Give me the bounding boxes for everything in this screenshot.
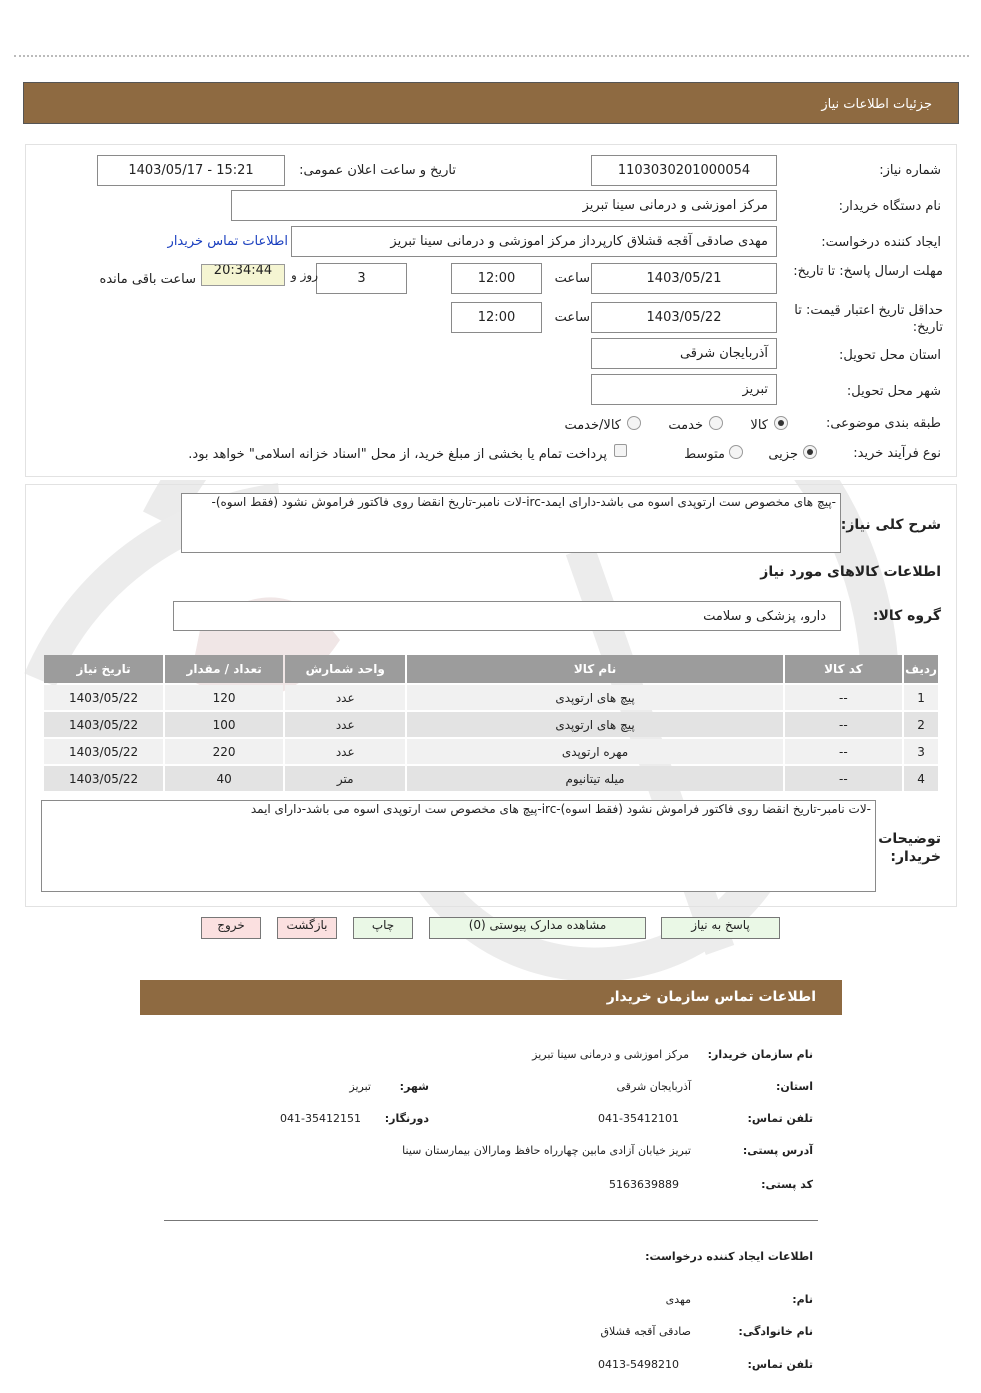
- creator-name-value: مهدی: [665, 1293, 691, 1306]
- creator-section-title: اطلاعات ایجاد کننده درخواست:: [645, 1250, 813, 1263]
- cell-item-name: میله تیتانیوم: [407, 766, 782, 791]
- contact-city-value: تبریز: [349, 1080, 371, 1093]
- remaining-days-field: 3: [316, 263, 407, 294]
- cell-unit: عدد: [285, 712, 405, 737]
- process-radio-minor[interactable]: [803, 445, 817, 459]
- back-button[interactable]: بازگشت: [277, 917, 337, 939]
- process-option-minor: جزیی: [768, 447, 798, 462]
- contact-section-title: اطلاعات تماس سازمان خریدار: [606, 989, 816, 1005]
- buyer-org-field: مرکز اموزشی و درمانی سینا تبریز: [231, 190, 777, 221]
- cell-quantity: 220: [165, 739, 283, 764]
- table-row[interactable]: [44, 685, 938, 710]
- buyer-notes-field: -لات نامبر-تاریخ انقضا روی فاکتور فراموش نشود (فقط اسوه)-irc-پیچ های مخصوص ست ارتوپدی اسوه می باشد-دارای ایمد: [41, 800, 876, 892]
- exit-button[interactable]: خروج: [201, 917, 261, 939]
- reply-deadline-label: مهلت ارسال پاسخ: تا تاریخ:: [793, 264, 943, 279]
- cell-item-code: --: [785, 712, 902, 737]
- process-option-medium: متوسط: [684, 447, 725, 462]
- cell-item-name: مهره ارتوپدی: [407, 739, 782, 764]
- treasury-payment-note: پرداخت تمام یا بخشی از مبلغ خرید، از محل "اسناد خزانه اسلامی" خواهد بود.: [188, 447, 607, 462]
- price-validity-label: حداقل تاریخ اعتبار قیمت: تا تاریخ:: [794, 303, 943, 335]
- creator-phone-label: تلفن تماس:: [747, 1358, 813, 1371]
- cell-unit: عدد: [285, 685, 405, 710]
- contact-divider: [164, 1220, 818, 1221]
- need-summary-field: -پیچ های مخصوص ست ارتوپدی اسوه می باشد-دارای ایمد-irc-لات نامبر-تاریخ انقضا روی فاکتور فراموش نشود (فقط اسوه)-: [181, 493, 841, 553]
- reply-button[interactable]: پاسخ به نیاز: [661, 917, 780, 939]
- category-label: طبقه بندی موضوعی:: [825, 416, 941, 431]
- category-option-goods-service: کالا/خدمت: [564, 418, 621, 433]
- province-field: آذربایجان شرقی: [591, 338, 777, 369]
- remaining-time-label: ساعت باقی مانده: [99, 272, 196, 287]
- cell-need-date: 1403/05/22: [44, 766, 163, 791]
- announce-date-field: 1403/05/17 - 15:21: [97, 155, 285, 186]
- cell-quantity: 120: [165, 685, 283, 710]
- category-option-goods: کالا: [750, 418, 768, 433]
- table-row[interactable]: [44, 739, 938, 764]
- col-item-code: کد کالا: [785, 655, 902, 683]
- requester-field: مهدی صادقی آقجه قشلاق کارپرداز مرکز اموزشی و درمانی سینا تبریز: [291, 226, 777, 257]
- top-divider: [14, 55, 969, 57]
- attachments-button[interactable]: مشاهده مدارک پیوستی (0): [429, 917, 646, 939]
- creator-family-label: نام خانوادگی:: [738, 1325, 813, 1338]
- cell-quantity: 40: [165, 766, 283, 791]
- remaining-time-field: 20:34:44: [201, 264, 285, 286]
- creator-name-label: نام:: [792, 1293, 813, 1306]
- contact-org-label: نام سازمان خریدار:: [707, 1048, 813, 1061]
- cell-item-name: پیچ های ارتوپدی: [407, 685, 782, 710]
- cell-item-code: --: [785, 739, 902, 764]
- cell-quantity: 100: [165, 712, 283, 737]
- validity-time-label: ساعت: [554, 310, 590, 325]
- requester-label: ایجاد کننده درخواست:: [821, 235, 941, 250]
- contact-province-value: آذربایجان شرقی: [616, 1080, 691, 1093]
- announce-date-label: تاریخ و ساعت اعلان عمومی:: [299, 163, 456, 178]
- cell-need-date: 1403/05/22: [44, 712, 163, 737]
- contact-fax-value: 041-35412151: [280, 1112, 361, 1125]
- cell-unit: عدد: [285, 739, 405, 764]
- city-field: تبریز: [591, 374, 777, 405]
- reply-time-label: ساعت: [554, 271, 590, 286]
- cell-row: 4: [904, 766, 938, 791]
- contact-city-label: شهر:: [399, 1080, 429, 1093]
- need-summary-label: شرح کلی نیاز:: [840, 517, 941, 533]
- need-number-field: 1103030201000054: [591, 155, 777, 186]
- print-button[interactable]: چاپ: [353, 917, 413, 939]
- contact-province-label: استان:: [776, 1080, 813, 1093]
- contact-postal-label: کد پستی:: [761, 1178, 813, 1191]
- city-label: شهر محل تحویل:: [846, 384, 941, 399]
- cell-need-date: 1403/05/22: [44, 739, 163, 764]
- page-header: [23, 82, 959, 124]
- buyer-org-label: نام دستگاه خریدار:: [838, 199, 941, 214]
- province-label: استان محل تحویل:: [839, 348, 941, 363]
- reply-time-field: 12:00: [451, 263, 542, 294]
- process-radio-medium[interactable]: [729, 445, 743, 459]
- purchase-process-label: نوع فرآیند خرید:: [853, 446, 941, 461]
- creator-phone-value: 0413-5498210: [598, 1358, 679, 1371]
- goods-group-field: دارو، پزشکی و سلامت: [173, 601, 841, 631]
- page-title: جزئیات اطلاعات نیاز: [821, 97, 932, 112]
- days-label: روز و: [291, 268, 318, 282]
- contact-phone-label: تلفن تماس:: [747, 1112, 813, 1125]
- contact-phone-value: 041-35412101: [598, 1112, 679, 1125]
- goods-group-label: گروه کالا:: [872, 608, 941, 624]
- validity-date-field: 1403/05/22: [591, 302, 777, 333]
- treasury-payment-checkbox[interactable]: [614, 444, 627, 457]
- category-radio-goods-service[interactable]: [627, 416, 641, 430]
- table-row[interactable]: [44, 712, 938, 737]
- cell-item-code: --: [785, 766, 902, 791]
- contact-fax-label: دورنگار:: [384, 1112, 429, 1125]
- buyer-contact-link[interactable]: اطلاعات تماس خریدار: [167, 234, 288, 249]
- col-quantity: تعداد / مقدار: [165, 655, 283, 683]
- cell-row: 2: [904, 712, 938, 737]
- table-header-row: [44, 655, 938, 683]
- cell-item-code: --: [785, 685, 902, 710]
- category-radio-goods[interactable]: [774, 416, 788, 430]
- goods-table: [42, 653, 940, 793]
- cell-item-name: پیچ های ارتوپدی: [407, 712, 782, 737]
- reply-date-field: 1403/05/21: [591, 263, 777, 294]
- contact-address-label: آدرس پستی:: [742, 1144, 813, 1157]
- cell-row: 1: [904, 685, 938, 710]
- category-option-service: خدمت: [668, 418, 703, 433]
- buyer-notes-label: توضیحات خریدار:: [878, 831, 941, 865]
- need-number-label: شماره نیاز:: [879, 163, 941, 178]
- cell-need-date: 1403/05/22: [44, 685, 163, 710]
- validity-time-field: 12:00: [451, 302, 542, 333]
- col-row: ردیف: [904, 655, 938, 683]
- cell-row: 3: [904, 739, 938, 764]
- contact-address-value: تبریز خیابان آزادی مابین چهارراه حافظ ومارالان بیمارستان سینا: [402, 1144, 691, 1157]
- contact-postal-value: 5163639889: [609, 1178, 679, 1191]
- col-item-name: نام کالا: [407, 655, 782, 683]
- contact-org-value: مرکز اموزشی و درمانی سینا تبریز: [532, 1048, 689, 1061]
- creator-family-value: صادقی آقجه قشلاق: [600, 1325, 691, 1338]
- contact-section-header: [140, 980, 842, 1015]
- col-need-date: تاریخ نیاز: [44, 655, 163, 683]
- table-row[interactable]: [44, 766, 938, 791]
- category-radio-service[interactable]: [709, 416, 723, 430]
- goods-info-title: اطلاعات کالاهای مورد نیاز: [760, 564, 941, 580]
- col-unit: واحد شمارش: [285, 655, 405, 683]
- cell-unit: متر: [285, 766, 405, 791]
